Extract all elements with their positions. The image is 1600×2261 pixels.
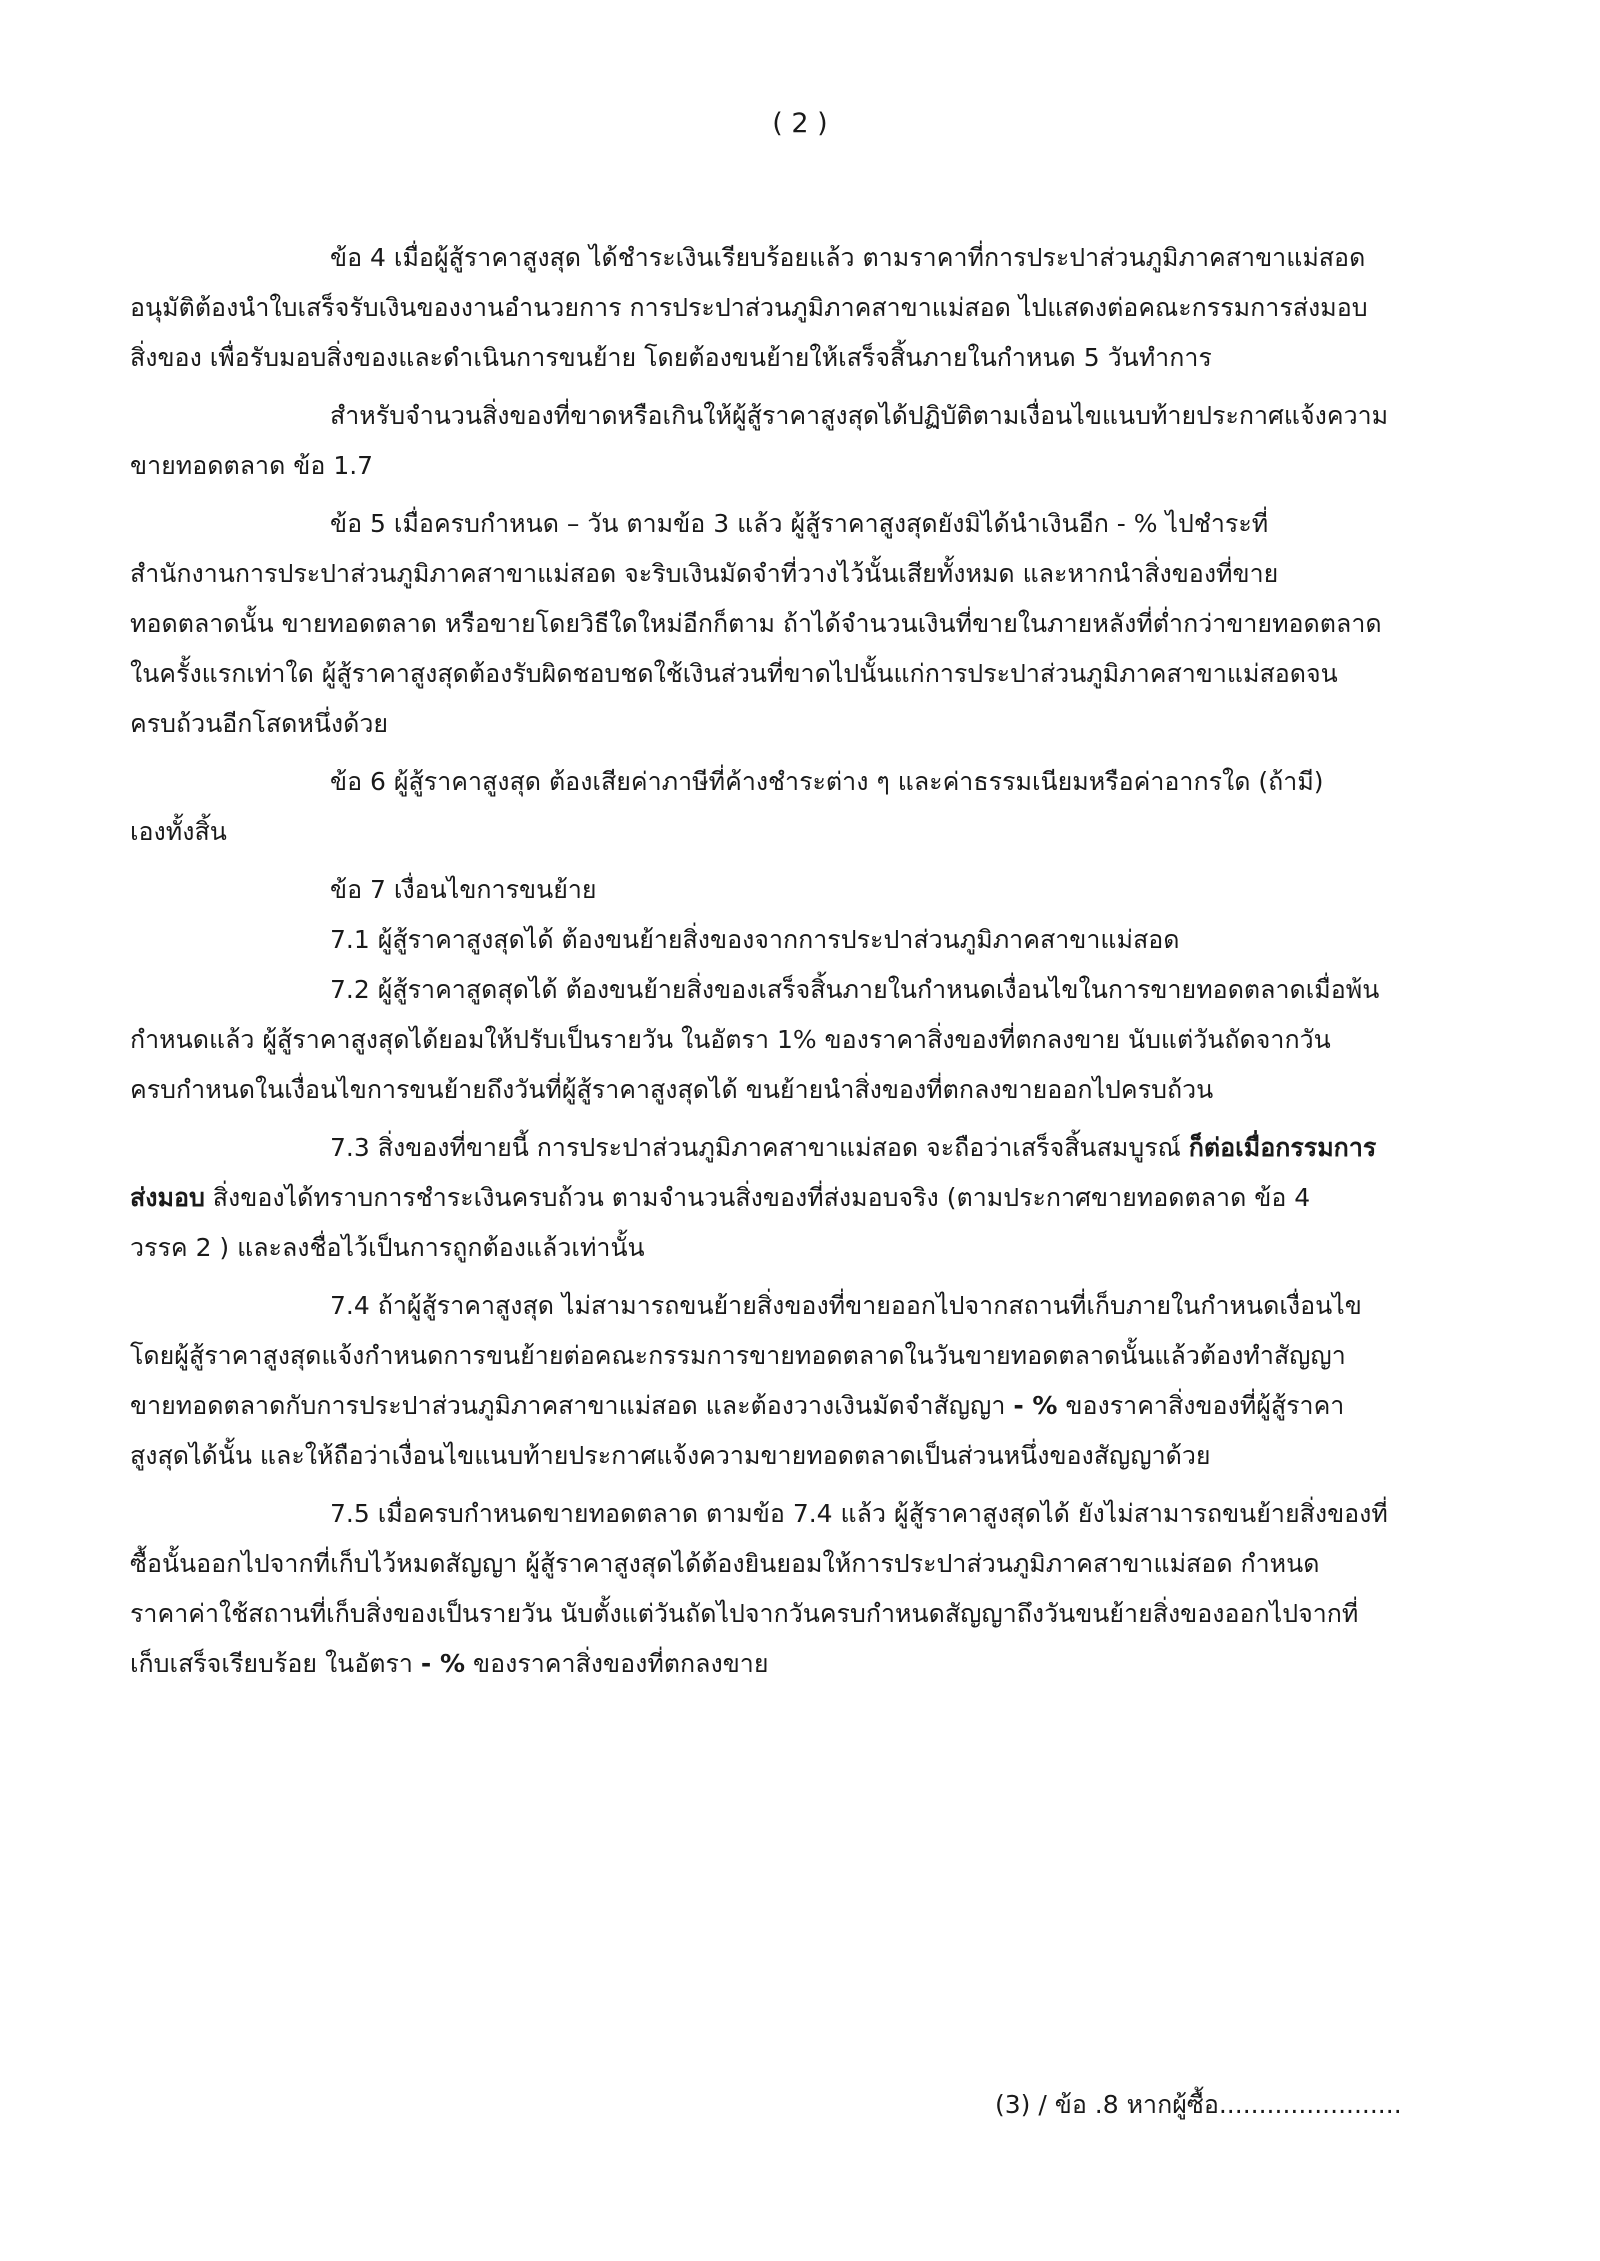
text-line: เองทั้งสิ้น <box>130 817 227 846</box>
text-line: 7.4 ถ้าผู้สู้ราคาสูงสุด ไม่สามารถขนย้ายสิ่งของที่ขายออกไปจากสถานที่เก็บภายในกำหนดเงื่อนไข <box>330 1291 1362 1320</box>
text-line: วรรค 2 ) และลงชื่อไว้เป็นการถูกต้องแล้วเท่านั้น <box>130 1233 645 1262</box>
text-line: สำนักงานการประปาส่วนภูมิภาคสาขาแม่สอด จะริบเงินมัดจำที่วางไว้นั้นเสียทั้งหมด และหากนำสิ่งของที่ขาย <box>130 559 1279 588</box>
text-line: ราคาค่าใช้สถานที่เก็บสิ่งของเป็นรายวัน นับตั้งแต่วันถัดไปจากวันครบกำหนดสัญญาถึงวันขนย้ายสิ่งของออกไปจากที่ <box>130 1599 1359 1628</box>
text-line: สำหรับจำนวนสิ่งของที่ขาดหรือเกินให้ผู้สู้ราคาสูงสุดได้ปฏิบัติตามเงื่อนไขแนบท้ายประกาศแจ้งความ <box>330 401 1389 430</box>
clause-7-3 <box>130 1123 1440 1273</box>
bold-text: ส่งมอบ <box>130 1183 205 1212</box>
text-line: ข้อ 7 เงื่อนไขการขนย้าย <box>330 875 597 904</box>
page-number: ( 2 ) <box>772 108 828 139</box>
text-segment: ของราคาสิ่งของที่ตกลงขาย <box>465 1649 769 1678</box>
document-body <box>130 233 1440 1689</box>
text-line: ในครั้งแรกเท่าใด ผู้สู้ราคาสูงสุดต้องรับผิดชอบชดใช้เงินส่วนที่ขาดไปนั้นแก่การประปาส่วนภูมิภาคสาขาแม่สอดจน <box>130 659 1338 688</box>
text-line: ครบกำหนดในเงื่อนไขการขนย้ายถึงวันที่ผู้สู้ราคาสูงสุดได้ ขนย้ายนำสิ่งของที่ตกลงขายออกไปครบถ้วน <box>130 1075 1214 1104</box>
text-line: ข้อ 5 เมื่อครบกำหนด – วัน ตามข้อ 3 แล้ว ผู้สู้ราคาสูงสุดยังมิได้นำเงินอีก - % ไปชำระที่ <box>330 509 1269 538</box>
text-line: 7.2 ผู้สู้ราคาสูดสุดได้ ต้องขนย้ายสิ่งของเสร็จสิ้นภายในกำหนดเงื่อนไขในการขายทอดตลาดเมื่อพ้น <box>330 975 1380 1004</box>
text-line: ข้อ 6 ผู้สู้ราคาสูงสุด ต้องเสียค่าภาษีที่ค้างชำระต่าง ๆ และค่าธรรมเนียมหรือค่าอากรใด (ถ้ามี) <box>330 767 1324 796</box>
text-line: ครบถ้วนอีกโสดหนึ่งด้วย <box>130 709 389 738</box>
text-line <box>130 1639 1440 1689</box>
bold-text: - % <box>1013 1391 1058 1420</box>
clause-7-5 <box>130 1489 1440 1689</box>
clause-4 <box>130 233 1440 383</box>
text-line: ทอดตลาดนั้น ขายทอดตลาด หรือขายโดยวิธีใดใหม่อีกก็ตาม ถ้าได้จำนวนเงินที่ขายในภายหลังที่ต่ำกว่าขายทอดตลาด <box>130 609 1382 638</box>
text-line: ซื้อนั้นออกไปจากที่เก็บไว้หมดสัญญา ผู้สู้ราคาสูงสุดได้ต้องยินยอมให้การประปาส่วนภูมิภาคสาขาแม่สอด กำหนด <box>130 1549 1320 1578</box>
text-segment: ขายทอดตลาดกับการประปาส่วนภูมิภาคสาขาแม่สอด และต้องวางเงินมัดจำสัญญา <box>130 1391 1014 1420</box>
clause-4-note <box>130 391 1440 491</box>
text-segment: เก็บเสร็จเรียบร้อย ในอัตรา <box>130 1649 421 1678</box>
text-line <box>130 1173 1440 1223</box>
clause-7 <box>130 865 1440 1115</box>
clause-5 <box>130 499 1440 749</box>
bold-text: - % <box>420 1649 466 1678</box>
text-line: อนุมัติต้องนำใบเสร็จรับเงินของงานอำนวยการ การประปาส่วนภูมิภาคสาขาแม่สอด ไปแสดงต่อคณะกรรมการส่งมอบ <box>130 293 1368 322</box>
continuation-footer: (3) / ข้อ .8 หากผู้ซื้อ....................... <box>995 2090 1402 2119</box>
clause-6 <box>130 757 1440 857</box>
text-line: ข้อ 4 เมื่อผู้สู้ราคาสูงสุด ได้ชำระเงินเรียบร้อยแล้ว ตามราคาที่การประปาส่วนภูมิภาคสาขาแม่สอด <box>330 243 1366 272</box>
text-segment: สิ่งของได้ทราบการชำระเงินครบถ้วน ตามจำนวนสิ่งของที่ส่งมอบจริง (ตามประกาศขายทอดตลาด ข้อ 4 <box>204 1183 1311 1212</box>
text-segment: 7.3 สิ่งของที่ขายนี้ การประปาส่วนภูมิภาคสาขาแม่สอด จะถือว่าเสร็จสิ้นสมบูรณ์ <box>330 1133 1189 1162</box>
text-line: กำหนดแล้ว ผู้สู้ราคาสูงสุดได้ยอมให้ปรับเป็นรายวัน ในอัตรา 1% ของราคาสิ่งของที่ตกลงขาย นับแต่วันถัดจากวัน <box>130 1025 1331 1054</box>
bold-text: ก็ต่อเมื่อกรรมการ <box>1188 1133 1377 1162</box>
text-segment: ของราคาสิ่งของที่ผู้สู้ราคา <box>1057 1391 1345 1420</box>
text-line: สิ่งของ เพื่อรับมอบสิ่งของและดำเนินการขนย้าย โดยต้องขนย้ายให้เสร็จสิ้นภายในกำหนด 5 วันทำการ <box>130 343 1212 372</box>
text-line: ขายทอดตลาด ข้อ 1.7 <box>130 451 374 480</box>
text-line <box>130 1123 1440 1173</box>
text-line: โดยผู้สู้ราคาสูงสุดแจ้งกำหนดการขนย้ายต่อคณะกรรมการขายทอดตลาดในวันขายทอดตลาดนั้นแล้วต้องทำสัญญา <box>130 1341 1346 1370</box>
text-line: สูงสุดได้นั้น และให้ถือว่าเงื่อนไขแนบท้ายประกาศแจ้งความขายทอดตลาดเป็นส่วนหนึ่งของสัญญาด้วย <box>130 1441 1211 1470</box>
text-line: 7.5 เมื่อครบกำหนดขายทอดตลาด ตามข้อ 7.4 แล้ว ผู้สู้ราคาสูงสุดได้ ยังไม่สามารถขนย้ายสิ่งของที่ <box>330 1499 1388 1528</box>
text-line: 7.1 ผู้สู้ราคาสูงสุดได้ ต้องขนย้ายสิ่งของจากการประปาส่วนภูมิภาคสาขาแม่สอด <box>330 925 1180 954</box>
clause-7-4 <box>130 1281 1440 1481</box>
text-line <box>130 1381 1440 1431</box>
